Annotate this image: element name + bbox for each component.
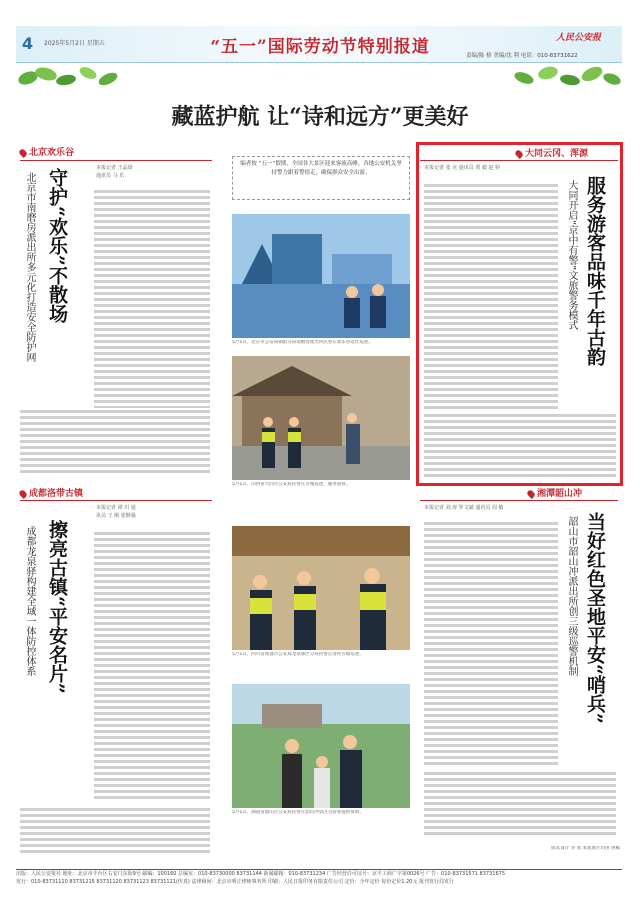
photo-datong-patrol [232,356,410,480]
editor-info: 责编/陈 格 美编/沈 利 电话：010-83731622 [466,53,578,59]
photo-shaoshan-help [232,684,410,808]
footer-line-1: 出版：人民公安报社 地址：北京市丰台区右安门东街9号 邮编：100160 总编室：010-83730000 83731144 新闻邮箱：010-83731234 广告经营许可证号：京丰工商广字第0026号 广告：010-83731571 83731675 [16,871,506,877]
article-title-datong: 服务游客品味千年古韵 [584,176,606,366]
section-byline: 本报记者 谭 川 通讯员 王 刚 张继强 [96,505,136,519]
article-subtitle-datong: 大同开启“京中有警”文旅警务模式 [566,180,577,331]
article-body-datong [424,184,558,410]
section-location-datong: 大同云冈、浑源 [516,146,588,159]
location-pin-icon [18,489,28,499]
section-location-shaoshan: 湘潭韶山冲 [528,486,582,499]
leaves-decoration-right [504,64,622,92]
article-title-beijing: 守护“欢乐”不散场 [46,168,68,323]
section-divider [420,500,618,501]
article-body-shaoshan [424,522,558,768]
article-title-chengdu: 擦亮古镇“平安名片” [46,520,68,694]
photo-caption: 5月1日，山西省大同市公安局民警在古城巡逻，服务游客。 [232,482,351,487]
location-pin-icon [18,148,28,158]
article-body-chengdu-continued [20,808,210,856]
section-divider [20,500,212,501]
editor-note-box: 编者按 “五一”假期，全国各大景区迎来客流高峰。各地公安机关坚持警力跟着警情走，确保群众安全出游。 [232,156,410,200]
article-title-shaoshan: 当好红色圣地平安“哨兵” [584,512,606,724]
photo-caption: 5月1日，北京市公安局朝阳分局南磨房派出所民警在欢乐谷景区巡逻。 [232,340,373,345]
section-divider [20,160,212,161]
footer-line-2: 发行：010-83731110 83731215 83731120 83731123 83731121(传真) 法律顾问：北京市明正律师事务所 印刷：人民日报印务有限责任公司 定价：全年定价 每份定价1.20元 报刊发行局发行 [16,879,454,885]
leaves-decoration-left [16,64,136,92]
photo-caption: 5月1日，湖南省韶山市公安局民警在韶山冲景区为游客提供帮助。 [232,810,364,815]
page-credits: 版式设计 李 欢 本版图片均由 供稿 [551,846,620,851]
section-location-beijing: 北京欢乐谷 [20,145,74,158]
article-body-beijing-continued [20,410,210,476]
article-body-shaoshan-continued [424,772,616,838]
publication-date: 2025年5月2日 星期五 [44,40,105,47]
article-subtitle-chengdu: 成都龙泉驿构建全域一体防控体系 [24,526,35,676]
section-byline: 本报记者 王晶琦 通讯员 马 乐 [96,165,133,179]
article-body-datong-continued [424,414,616,480]
article-subtitle-shaoshan: 韶山市韶山冲派出所创三级巡警机制 [566,516,577,676]
section-byline: 本报记者 张 克 通讯员 贾 毅 赵 婷 [424,165,501,171]
section-byline: 本报记者 刘 涛 罗文斌 通讯员 周 敏 [424,505,504,511]
photo-chengdu-luodai [232,526,410,650]
newspaper-brand: 人民公安报 [556,33,602,43]
section-location-chengdu: 成都洛带古镇 [20,486,83,499]
section-divider [420,160,618,161]
article-body-chengdu [94,532,210,802]
photo-caption: 5月1日，四川省成都市公安局龙泉驿区分局民警在洛带古镇巡逻。 [232,652,364,657]
page-number: 4 [22,34,34,53]
location-pin-icon [514,149,524,159]
photo-beijing-happy-valley [232,214,410,338]
special-report-title: “五一”国际劳动节特别报道 [210,37,430,57]
location-pin-icon [526,489,536,499]
page-footer [16,869,622,914]
page-headline: 藏蓝护航 让“诗和远方”更美好 [171,104,469,130]
article-subtitle-beijing: 北京市南磨房派出所多元化打造安全防护网 [24,172,35,362]
article-body-beijing [94,190,210,408]
